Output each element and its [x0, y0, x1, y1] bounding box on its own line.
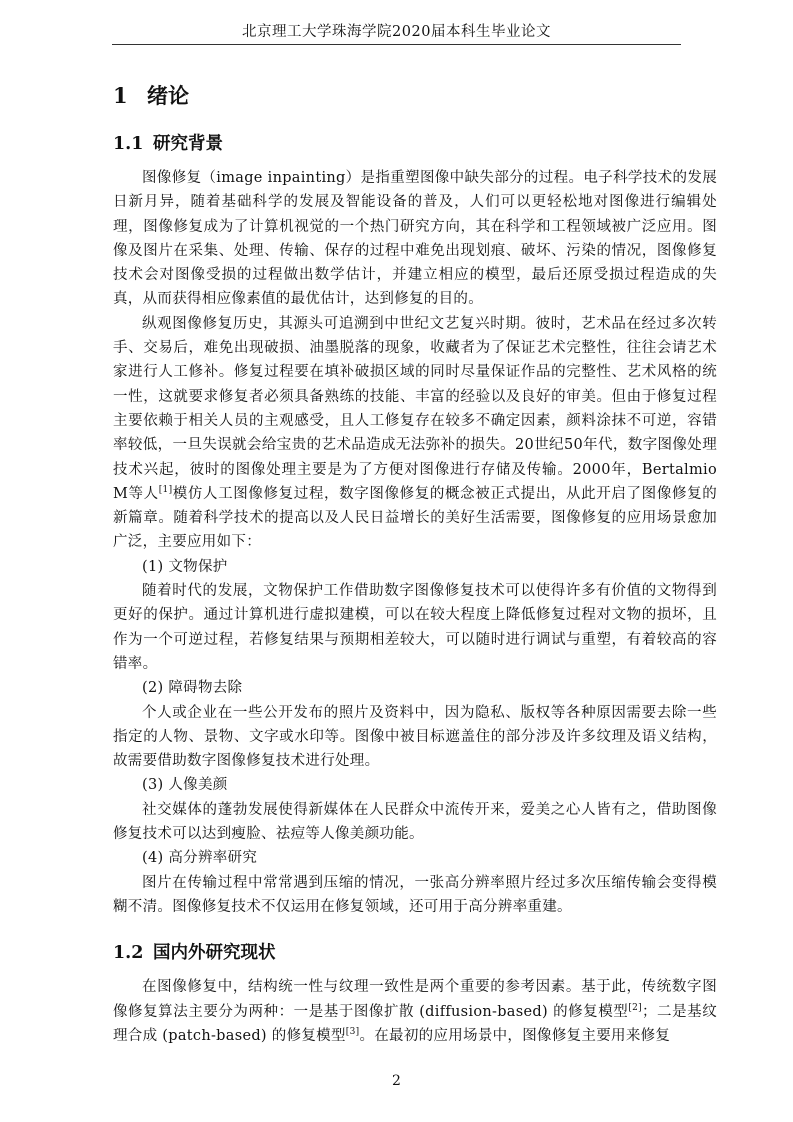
- paragraph-history-part-b: 模仿人工图像修复过程，数字图像修复的概念被正式提出，从此开启了图像修复的新篇章。随着科学技术的提高以及人民日益增长的美好生活需要，图像修复的应用场景愈加广泛，主要应用如下：: [113, 485, 717, 551]
- section-heading-1-1: [113, 130, 717, 158]
- application-text-4: 图片在传输过程中常常遇到压缩的情况，一张高分辨率照片经过多次压缩传输会变得模糊不清。图像修复技术不仅运用在修复领域，还可用于高分辨率重建。: [113, 874, 717, 915]
- paragraph-research-part-c: 。在最初的应用场景中，图像修复主要用来修复: [359, 1027, 671, 1044]
- paragraph-research-part-a: 在图像修复中，结构统一性与纹理一致性是两个重要的参考因素。基于此，传统数字图像修复算法主要分为两种：一是基于图像扩散 (diffusion-based) 的修复模型: [113, 979, 717, 1020]
- running-header: 北京理工大学珠海学院2020届本科生毕业论文: [242, 24, 551, 40]
- page-number: 2: [392, 1073, 401, 1089]
- section-title: 国内外研究现状: [153, 943, 276, 964]
- paragraph-intro: 图像修复（image inpainting）是指重塑图像中缺失部分的过程。电子科学技术的发展日新月异，随着基础科学的发展及智能设备的普及，人们可以更轻松地对图像进行编辑处理，图像修复成为了计算机视觉的一个热门研究方向，其在科学和工程领域被广泛应用。图像及图片在采集、处理、传输、保存的过程中难免出现划痕、破坏、污染的情况，图像修复技术会对图像受损的过程做出数学估计，并建立相应的模型，最后还原受损过程造成的失真，从而获得相应像素值的最优估计，达到修复的目的。: [113, 170, 717, 308]
- chapter-heading: [113, 78, 717, 118]
- paragraph-history: [113, 312, 717, 555]
- header-rule: [112, 44, 681, 45]
- application-label-2: (2) 障碍物去除: [142, 680, 243, 697]
- application-text-3: 社交媒体的蓬勃发展使得新媒体在人民群众中流传开来，爱美之心人皆有之，借助图像修复技术可以达到瘦脸、祛痘等人像美颜功能。: [113, 801, 717, 843]
- application-label-1: (1) 文物保护: [142, 558, 228, 575]
- section-title: 研究背景: [153, 134, 223, 154]
- chapter-title: 绪论: [147, 83, 189, 108]
- section-heading-1-2: [113, 939, 717, 967]
- paragraph-research-part-b: ；二是基纹理合成 (patch-based) 的修复模型: [113, 1003, 718, 1044]
- application-text-1: 随着时代的发展，文物保护工作借助数字图像修复技术可以使得许多有价值的文物得到更好的保护。通过计算机进行虚拟建模，可以在较大程度上降低修复过程对文物的损坏，且作为一个可逆过程，若修复结果与预期相差较大，可以随时进行调试与重塑，有着较高的容错率。: [113, 583, 717, 672]
- application-label-4: (4) 高分辨率研究: [142, 850, 258, 867]
- citation-3: [3]: [345, 1026, 360, 1037]
- application-label-3: (3) 人像美颜: [142, 777, 228, 794]
- paragraph-research-status: [113, 975, 717, 1048]
- citation-1: [1]: [158, 484, 173, 495]
- application-text-2: 个人或企业在一些公开发布的照片及资料中，因为隐私、版权等各种原因需要去除一些指定的人物、景物、文字或水印等。图像中被目标遮盖住的部分涉及许多纹理及语义结构，故需要借助数字图像修复技术进行处理。: [113, 704, 717, 770]
- citation-2: [2]: [628, 1002, 642, 1013]
- section-number: 1.1: [113, 134, 144, 154]
- chapter-number: 1: [113, 83, 128, 108]
- page-body: [113, 78, 717, 1048]
- section-number: 1.2: [113, 943, 144, 964]
- paragraph-history-part-a: 纵观图像修复历史，其源头可追溯到中世纪文艺复兴时期。彼时，艺术品在经过多次转手、交易后，难免出现破损、油墨脱落的现象，收藏者为了保证艺术完整性，往往会请艺术家进行人工修补。修复过程要在填补破损区域的同时尽量保证作品的完整性、艺术风格的统一性，这就要求修复者必须具备熟练的技能、丰富的经验以及良好的审美。但由于修复过程主要依赖于相关人员的主观感受，且人工修复存在较多不确定因素，颜料涂抹不可逆，容错率较低，一旦失误就会给宝贵的艺术品造成无法弥补的损失。20世纪50年代，数字图像处理技术兴起，彼时的图像处理主要是为了方便对图像进行存储及传输。2000年，Bertalmio M等人: [113, 315, 717, 502]
